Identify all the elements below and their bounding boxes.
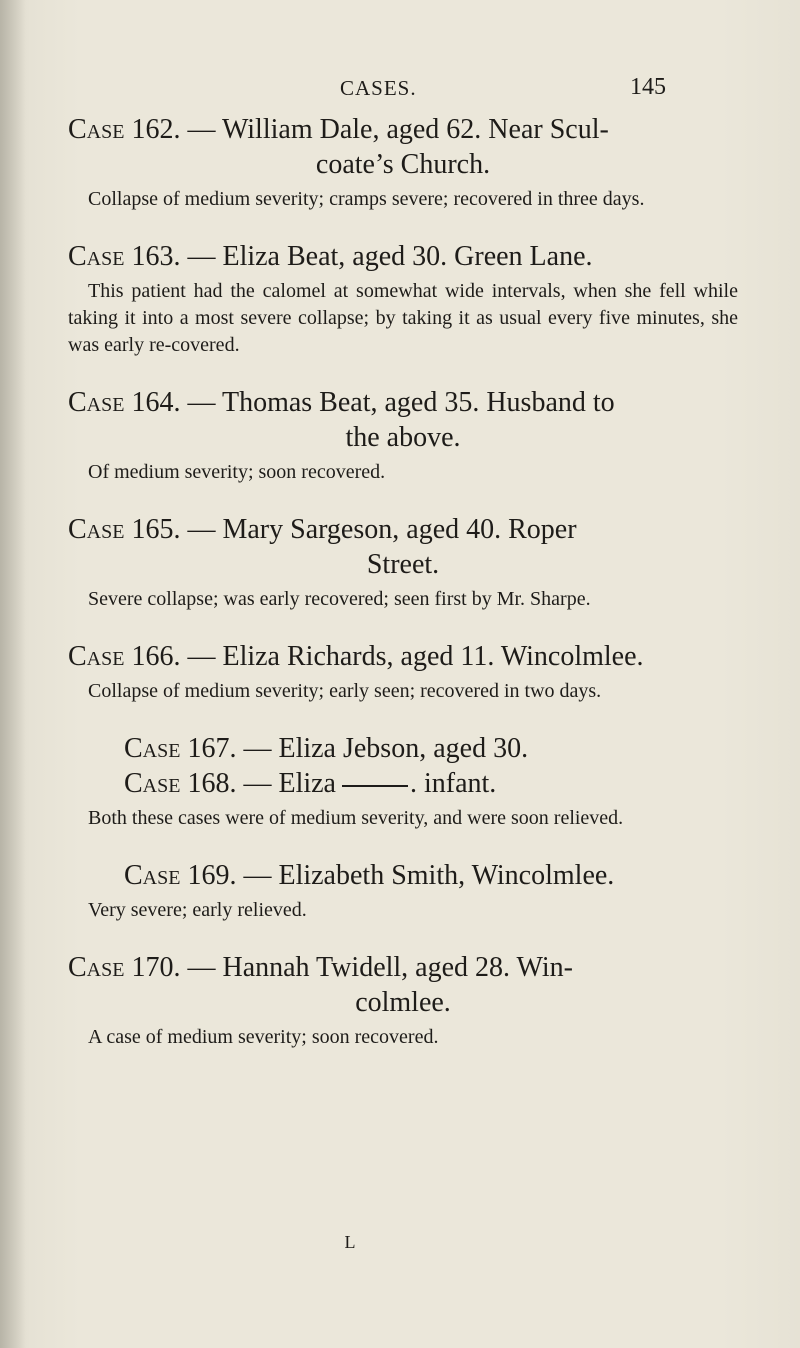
case-description: Very severe; early relieved.: [88, 899, 307, 921]
case-heading-continued: Street.: [366, 549, 440, 580]
case-description: Severe collapse; was early recovered; seen first by Mr. Sharpe.: [88, 588, 591, 610]
running-head: [0, 76, 800, 106]
case-description: A case of medium severity; soon recovered.: [88, 1026, 439, 1048]
case-heading-continued: coate’s Church.: [315, 149, 491, 180]
case-heading: Case 166. — Eliza Richards, aged 11. Wincolmlee.: [68, 641, 644, 672]
name-blank-dash: [342, 785, 408, 787]
case-heading: Case 164. — Thomas Beat, aged 35. Husband to: [68, 387, 615, 418]
case-heading: Case 169. — Elizabeth Smith, Wincolmlee.: [124, 860, 615, 891]
case-entry: [68, 239, 738, 359]
case-entry: [68, 731, 738, 832]
running-title: CASES.: [340, 76, 417, 100]
case-heading: Case 165. — Mary Sargeson, aged 40. Roper: [68, 514, 577, 545]
case-description: This patient had the calomel at somewhat wide intervals, when she fell while taking it into a most severe collapse; by taking it as usual every five minutes, she was early re-covered.: [68, 280, 738, 356]
case-heading-continued: the above.: [345, 422, 461, 453]
case-description: Collapse of medium severity; early seen; recovered in two days.: [88, 680, 602, 702]
case-entry: [68, 385, 738, 486]
case-entry: [68, 950, 738, 1051]
page-number: 145: [630, 74, 666, 100]
case-heading: Case 162. — William Dale, aged 62. Near Scul-: [68, 114, 609, 145]
case-heading-continued: colmlee.: [355, 987, 451, 1018]
case-heading: Case 163. — Eliza Beat, aged 30. Green Lane.: [68, 241, 593, 272]
case-entry: [68, 639, 738, 705]
gutter-shadow: [0, 0, 26, 1348]
signature-mark: L: [344, 1232, 356, 1252]
case-heading: Case 168. — Eliza . infant.: [124, 768, 497, 799]
case-description: Collapse of medium severity; cramps severe; recovered in three days.: [88, 188, 645, 210]
case-description: Both these cases were of medium severity, and were soon relieved.: [88, 807, 624, 829]
case-heading: Case 167. — Eliza Jebson, aged 30.: [124, 733, 529, 764]
page-content: [68, 112, 738, 1051]
case-entry: [68, 858, 738, 924]
case-entry: [68, 512, 738, 613]
case-description: Of medium severity; soon recovered.: [88, 461, 386, 483]
case-entry: [68, 112, 738, 213]
case-heading: Case 170. — Hannah Twidell, aged 28. Win-: [68, 952, 573, 983]
